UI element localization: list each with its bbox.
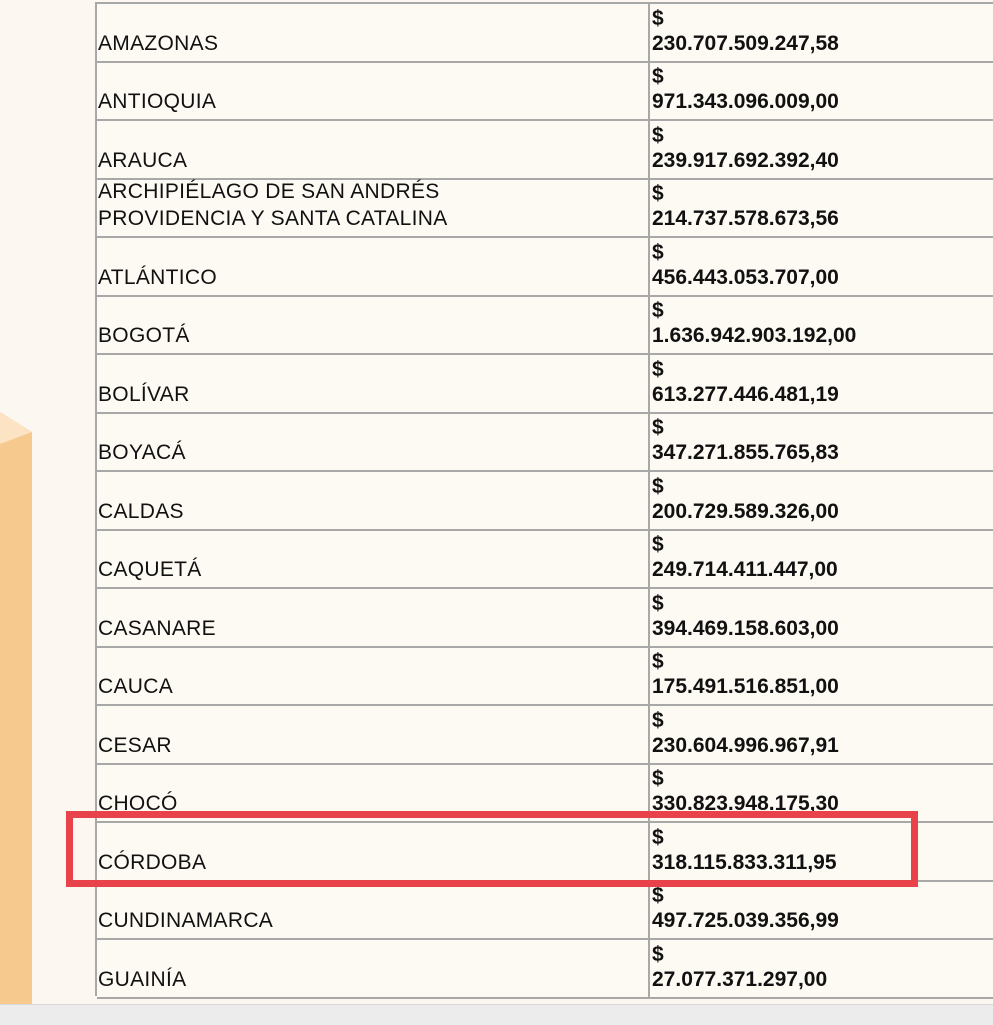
department-name: CESAR <box>97 706 650 763</box>
amount-cell <box>650 238 993 295</box>
amount-value: 230.604.996.967,91 <box>652 733 839 757</box>
amount-value: 214.737.578.673,56 <box>652 207 839 230</box>
department-name: CHOCÓ <box>97 765 650 822</box>
department-name: CALDAS <box>97 472 650 529</box>
table-row <box>97 940 993 999</box>
table-row <box>97 297 993 356</box>
table-row <box>97 238 993 297</box>
department-name: BOYACÁ <box>97 414 650 471</box>
amount-cell <box>650 648 993 705</box>
amount-value: 249.714.411.447,00 <box>652 558 838 581</box>
table-row <box>97 180 993 239</box>
amount-value: 239.917.692.392,40 <box>652 148 839 172</box>
department-name: AMAZONAS <box>97 4 650 61</box>
department-name: CUNDINAMARCA <box>97 882 650 939</box>
amount-cell <box>650 765 993 822</box>
department-name: ARAUCA <box>97 121 650 178</box>
table-row <box>97 706 993 765</box>
amount-value: 318.115.833.311,95 <box>652 850 837 874</box>
table-row <box>97 414 993 473</box>
table-row <box>97 765 993 824</box>
table-row <box>97 63 993 122</box>
department-name: ATLÁNTICO <box>97 238 650 295</box>
amount-cell <box>650 531 993 588</box>
amount-value: 394.469.158.603,00 <box>652 616 839 640</box>
amount-cell <box>650 297 993 354</box>
amount-cell <box>650 472 993 529</box>
table-row <box>97 531 993 590</box>
currency-symbol: $ <box>652 591 664 615</box>
currency-symbol: $ <box>652 474 664 498</box>
department-name <box>97 180 650 237</box>
currency-symbol: $ <box>652 533 664 556</box>
table-row <box>97 472 993 531</box>
amount-value: 230.707.509.247,58 <box>652 31 839 55</box>
amount-cell <box>650 63 993 120</box>
amount-value: 330.823.948.175,30 <box>652 792 839 815</box>
amount-value: 175.491.516.851,00 <box>652 675 839 698</box>
amount-value: 456.443.053.707,00 <box>652 265 839 289</box>
currency-symbol: $ <box>652 825 664 849</box>
table-row <box>97 823 993 882</box>
currency-symbol: $ <box>652 650 664 673</box>
amount-cell <box>650 121 993 178</box>
department-budget-table <box>95 2 993 996</box>
table-row <box>97 355 993 414</box>
amount-cell <box>650 882 993 939</box>
amount-value: 1.636.942.903.192,00 <box>652 324 857 347</box>
table-row <box>97 648 993 707</box>
amount-value: 613.277.446.481,19 <box>652 382 839 406</box>
currency-symbol: $ <box>652 357 664 381</box>
amount-cell <box>650 180 993 237</box>
currency-symbol: $ <box>652 6 664 30</box>
department-name: CAUCA <box>97 648 650 705</box>
department-name-line: PROVIDENCIA Y SANTA CATALINA <box>98 207 448 230</box>
department-name: GUAINÍA <box>97 940 650 997</box>
table-row <box>97 882 993 941</box>
department-name: CAQUETÁ <box>97 531 650 588</box>
table-row <box>97 121 993 180</box>
currency-symbol: $ <box>652 708 664 732</box>
amount-cell <box>650 414 993 471</box>
amount-cell <box>650 589 993 646</box>
table-row <box>97 4 993 63</box>
amount-cell <box>650 355 993 412</box>
currency-symbol: $ <box>652 240 664 264</box>
currency-symbol: $ <box>652 65 664 88</box>
amount-value: 347.271.855.765,83 <box>652 441 839 464</box>
amount-cell <box>650 940 993 997</box>
amount-cell <box>650 823 993 880</box>
amount-value: 27.077.371.297,00 <box>652 967 828 991</box>
department-name: BOLÍVAR <box>97 355 650 412</box>
amount-value: 200.729.589.326,00 <box>652 499 839 523</box>
bottom-bar <box>0 1004 993 1025</box>
department-name: CASANARE <box>97 589 650 646</box>
currency-symbol: $ <box>652 416 664 439</box>
decorative-orange-shape <box>0 412 32 1004</box>
department-name: BOGOTÁ <box>97 297 650 354</box>
amount-cell <box>650 706 993 763</box>
table-row <box>97 589 993 648</box>
currency-symbol: $ <box>652 767 664 790</box>
department-name: CÓRDOBA <box>97 823 650 880</box>
currency-symbol: $ <box>652 942 664 966</box>
amount-value: 971.343.096.009,00 <box>652 90 839 113</box>
currency-symbol: $ <box>652 884 664 907</box>
amount-value: 497.725.039.356,99 <box>652 909 839 932</box>
department-name-line: ARCHIPIÉLAGO DE SAN ANDRÉS <box>98 180 440 203</box>
currency-symbol: $ <box>652 299 664 322</box>
amount-cell <box>650 4 993 61</box>
department-name: ANTIOQUIA <box>97 63 650 120</box>
currency-symbol: $ <box>652 182 664 205</box>
currency-symbol: $ <box>652 123 664 147</box>
